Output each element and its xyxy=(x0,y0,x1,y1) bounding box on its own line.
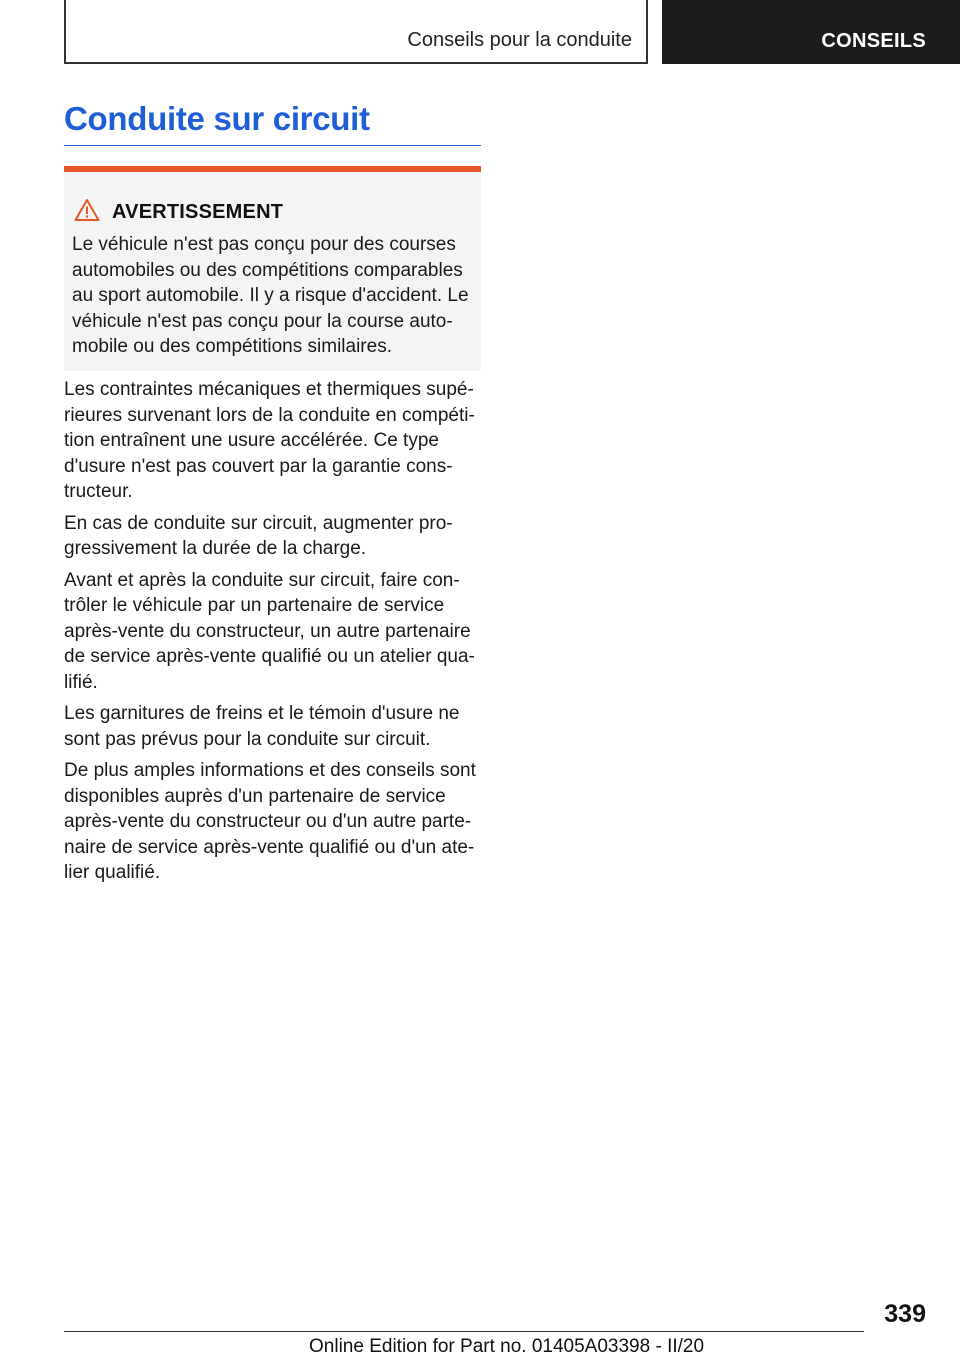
text-line: après-vente du constructeur ou d'un autre parte- xyxy=(64,811,472,832)
text-line: tion entraînent une usure accélérée. Ce type xyxy=(64,430,439,451)
page-number: 339 xyxy=(884,1300,926,1328)
warning-line: au sport automobile. Il y a risque d'accident. Le xyxy=(72,285,469,306)
text-line: De plus amples informations et des conseils sont xyxy=(64,760,476,781)
text-line: trôler le véhicule par un partenaire de service xyxy=(64,595,445,616)
chapter-tab xyxy=(662,0,960,64)
text-line: Les garnitures de freins et le témoin d'usure ne xyxy=(64,703,460,724)
warning-line: Le véhicule n'est pas conçu pour des courses xyxy=(72,234,456,255)
text-line: lier qualifié. xyxy=(64,862,161,883)
warning-text xyxy=(72,232,469,360)
text-line: gressivement la durée de la charge. xyxy=(64,538,367,559)
text-line: tructeur. xyxy=(64,481,133,502)
text-line: Avant et après la conduite sur circuit, faire con- xyxy=(64,569,460,591)
header-section-box xyxy=(64,0,648,64)
warning-line: automobiles ou des compétitions comparables xyxy=(72,259,463,281)
text-line: lifié. xyxy=(64,671,98,693)
body-text xyxy=(64,377,504,892)
paragraph xyxy=(64,511,504,562)
text-line: Les contraintes mécaniques et thermiques supé- xyxy=(64,379,474,400)
warning-line: véhicule n'est pas conçu pour la course auto- xyxy=(72,310,453,332)
footer-divider xyxy=(64,1331,864,1332)
text-line: d'usure n'est pas couvert par la garantie cons- xyxy=(64,455,453,477)
warning-box xyxy=(64,166,481,371)
warning-line: mobile ou des compétitions similaires. xyxy=(72,336,392,357)
page-title: Conduite sur circuit xyxy=(64,100,370,137)
text-line: sont pas prévus pour la conduite sur circuit. xyxy=(64,728,431,750)
warning-heading: AVERTISSEMENT xyxy=(112,201,284,223)
text-line: En cas de conduite sur circuit, augmenter pro- xyxy=(64,512,453,534)
text-line: de service après-vente qualifié ou un atelier qua- xyxy=(64,646,475,667)
warning-triangle-icon xyxy=(74,198,100,222)
title-divider xyxy=(64,145,481,146)
paragraph xyxy=(64,758,504,886)
paragraph xyxy=(64,377,504,505)
text-line: après-vente du constructeur, un autre partenaire xyxy=(64,620,471,642)
header-section-title: Conseils pour la conduite xyxy=(407,29,632,51)
paragraph xyxy=(64,568,504,696)
text-line: naire de service après-vente qualifié ou d'un ate- xyxy=(64,836,475,858)
edition-note: Online Edition for Part no. 01405A03398 - II/20 xyxy=(309,1336,705,1357)
paragraph xyxy=(64,701,504,752)
text-line: disponibles auprès d'un partenaire de service xyxy=(64,785,446,807)
text-line: rieures survenant lors de la conduite en compéti- xyxy=(64,404,475,426)
chapter-tab-label: CONSEILS xyxy=(821,30,926,52)
